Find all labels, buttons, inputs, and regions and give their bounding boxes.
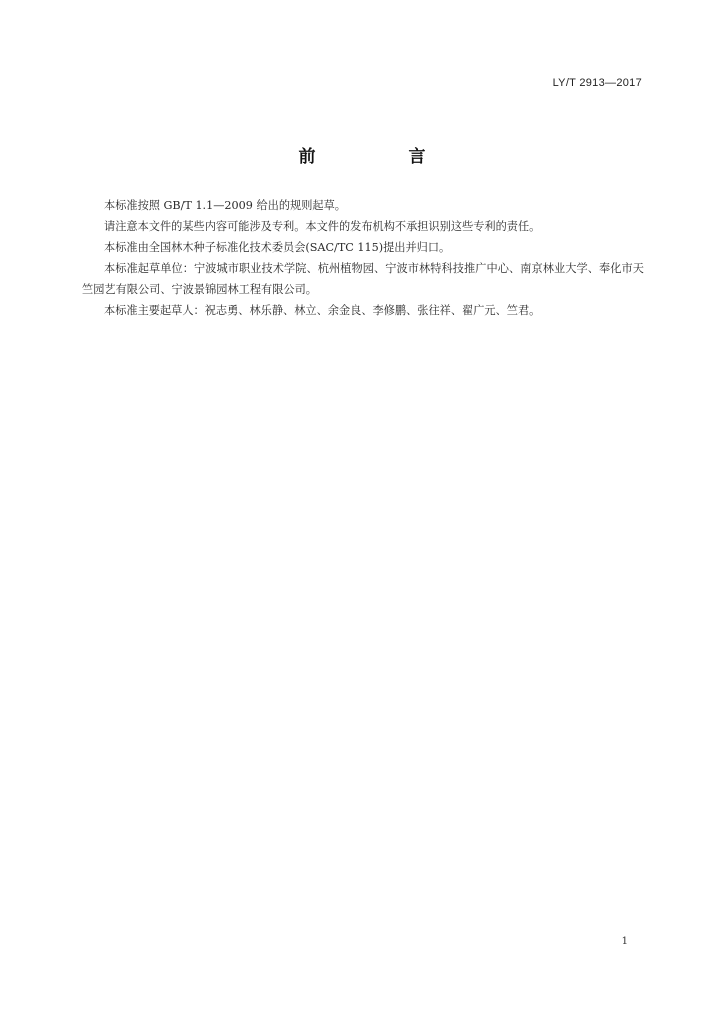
page-title: 前 言 [298, 147, 464, 167]
paragraph-patent-notice: 请注意本文件的某些内容可能涉及专利。本文件的发布机构不承担识别这些专利的责任。 [104, 220, 541, 233]
standard-code: LY/T 2913—2017 [552, 77, 642, 89]
paragraph-proposer: 本标准由全国林木种子标准化技术委员会(SAC/TC 115)提出并归口。 [104, 241, 451, 254]
page-number: 1 [621, 936, 628, 947]
foreword-body [82, 195, 644, 321]
paragraph-drafters: 本标准主要起草人：祝志勇、林乐静、林立、余金良、李修鹏、张往祥、翟广元、竺君。 [104, 304, 541, 317]
paragraph-drafting-rules: 本标准按照 GB/T 1.1—2009 给出的规则起草。 [104, 199, 346, 212]
paragraph-drafting-units: 本标准起草单位：宁波城市职业技术学院、杭州植物园、宁波市林特科技推广中心、南京林业大学、奉化市天竺园艺有限公司、宁波景锦园林工程有限公司。 [82, 262, 644, 296]
